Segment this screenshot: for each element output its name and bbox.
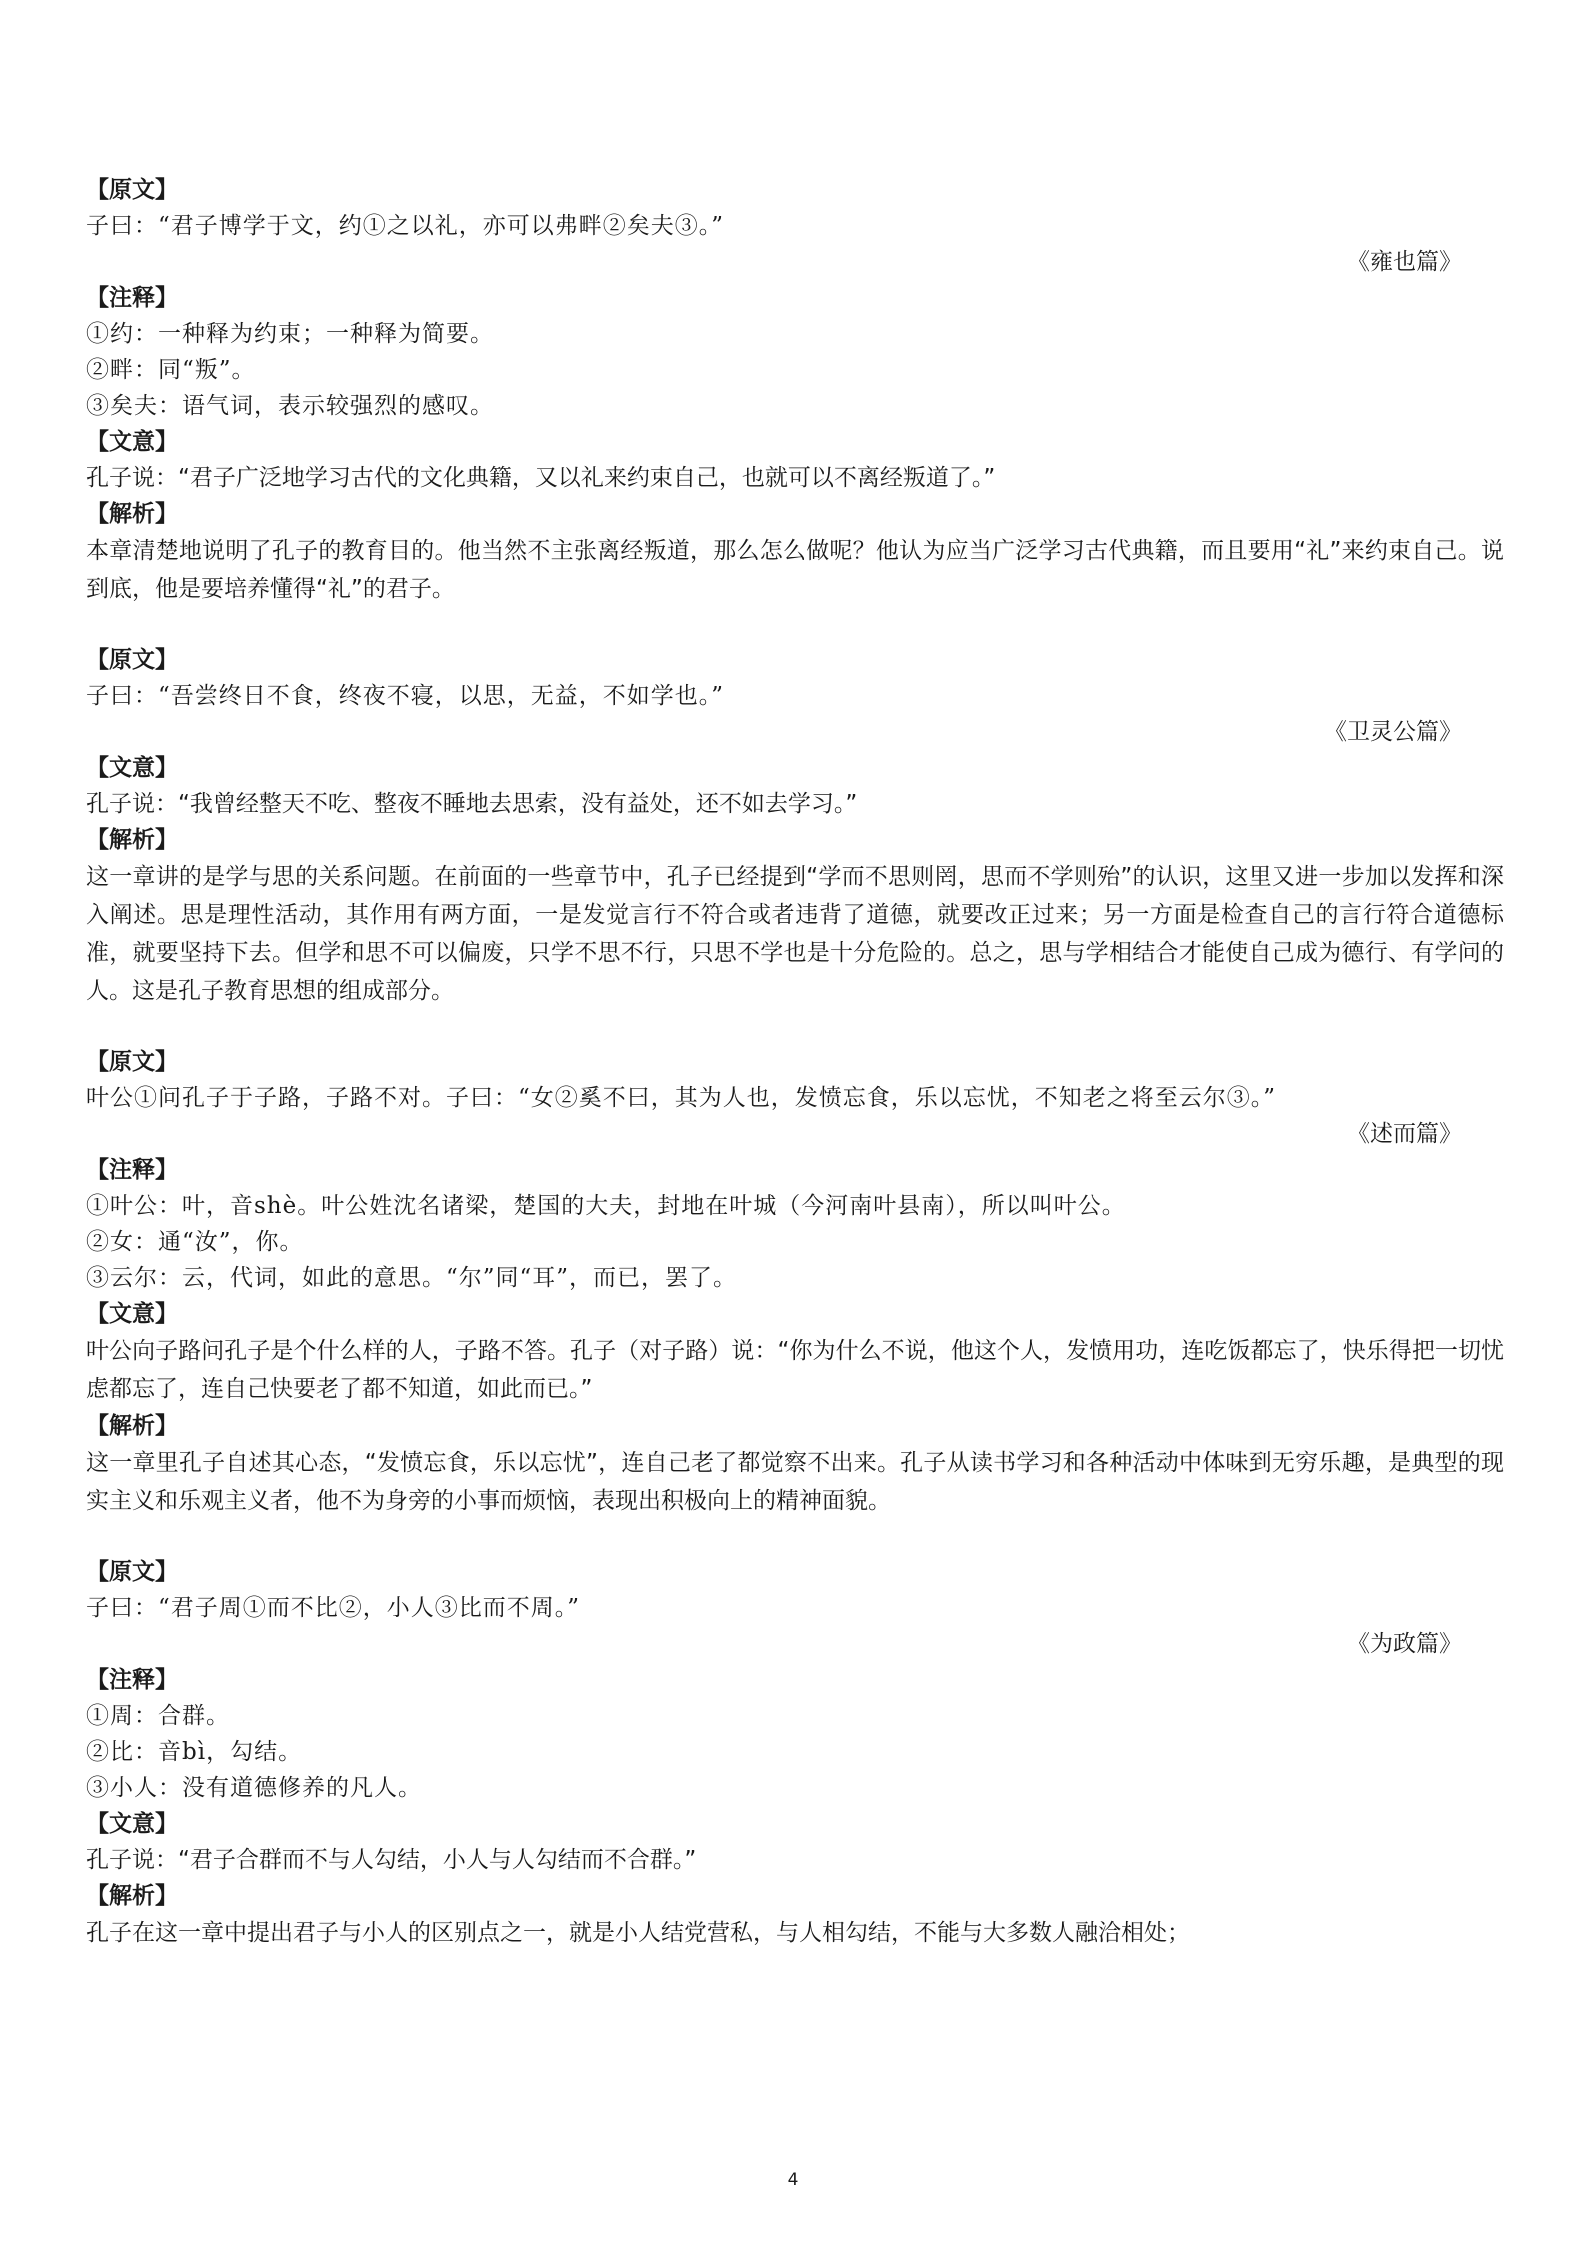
passage-yongye xyxy=(86,172,1504,608)
note-item: ①叶公：叶，音shè。叶公姓沈名诸梁，楚国的大夫，封地在叶城（今河南叶县南），所以叫叶公。 xyxy=(86,1193,1126,1219)
page-number: 4 xyxy=(787,2170,799,2190)
notes-heading: 【注释】 xyxy=(86,285,178,311)
source-chapter: 《述而篇》 xyxy=(1347,1121,1462,1147)
translation-text: 叶公向子路问孔子是个什么样的人，子路不答。孔子（对子路）说：“你为什么不说，他这个人，发愤用功，连吃饭都忘了，快乐得把一切忧虑都忘了，连自己快要老了都不知道，如此而已。” xyxy=(86,1338,1504,1402)
note-item: ②比：音bì，勾结。 xyxy=(86,1739,303,1765)
original-text: 子曰：“君子周①而不比②，小人③比而不周。” xyxy=(86,1595,581,1621)
analysis-text: 本章清楚地说明了孔子的教育目的。他当然不主张离经叛道，那么怎么做呢？他认为应当广泛学习古代典籍，而且要用“礼”来约束自己。说到底，他是要培养懂得“礼”的君子。 xyxy=(86,538,1504,602)
note-item: ②畔：同“叛”。 xyxy=(86,357,256,383)
notes-heading: 【注释】 xyxy=(86,1157,178,1183)
note-item: ③矣夫：语气词，表示较强烈的感叹。 xyxy=(86,393,494,419)
analysis-text: 孔子在这一章中提出君子与小人的区别点之一，就是小人结党营私，与人相勾结，不能与大多数人融洽相处； xyxy=(86,1920,1190,1946)
translation-text: 孔子说：“君子广泛地学习古代的文化典籍，又以礼来约束自己，也就可以不离经叛道了。” xyxy=(86,465,996,491)
translation-text: 孔子说：“君子合群而不与人勾结，小人与人勾结而不合群。” xyxy=(86,1847,697,1873)
note-item: ③云尔：云，代词，如此的意思。“尔”同“耳”，而已，罢了。 xyxy=(86,1265,738,1291)
translation-heading: 【文意】 xyxy=(86,1811,178,1837)
original-heading: 【原文】 xyxy=(86,1559,178,1585)
analysis-text: 这一章讲的是学与思的关系问题。在前面的一些章节中，孔子已经提到“学而不思则罔，思而不学则殆”的认识，这里又进一步加以发挥和深入阐述。思是理性活动，其作用有两方面，一是发觉言行不符合或者违背了道德，就要改正过来；另一方面是检查自己的言行符合道德标准，就要坚持下去。但学和思不可以偏废，只学不思不行，只思不学也是十分危险的。总之，思与学相结合才能使自己成为德行、有学问的人。这是孔子教育思想的组成部分。 xyxy=(86,864,1504,1004)
passage-weilinggong xyxy=(86,642,1504,1010)
analysis-heading: 【解析】 xyxy=(86,1413,178,1439)
original-heading: 【原文】 xyxy=(86,177,178,203)
translation-heading: 【文意】 xyxy=(86,1301,178,1327)
passage-weizheng xyxy=(86,1554,1504,1952)
analysis-heading: 【解析】 xyxy=(86,1883,178,1909)
translation-heading: 【文意】 xyxy=(86,755,178,781)
source-chapter: 《卫灵公篇》 xyxy=(1324,719,1462,745)
notes-heading: 【注释】 xyxy=(86,1667,178,1693)
original-text: 叶公①问孔子于子路，子路不对。子曰：“女②奚不曰，其为人也，发愤忘食，乐以忘忧，不知老之将至云尔③。” xyxy=(86,1085,1277,1111)
note-item: ①周：合群。 xyxy=(86,1703,230,1729)
analysis-text: 这一章里孔子自述其心态，“发愤忘食，乐以忘忧”，连自己老了都觉察不出来。孔子从读书学习和各种活动中体味到无穷乐趣，是典型的现实主义和乐观主义者，他不为身旁的小事而烦恼，表现出积极向上的精神面貌。 xyxy=(86,1450,1504,1514)
note-item: ③小人：没有道德修养的凡人。 xyxy=(86,1775,422,1801)
translation-heading: 【文意】 xyxy=(86,429,178,455)
original-heading: 【原文】 xyxy=(86,647,178,673)
passage-shuer xyxy=(86,1044,1504,1520)
original-text: 子曰：“君子博学于文，约①之以礼，亦可以弗畔②矣夫③。” xyxy=(86,213,725,239)
translation-text: 孔子说：“我曾经整天不吃、整夜不睡地去思索，没有益处，还不如去学习。” xyxy=(86,791,858,817)
note-item: ②女：通“汝”，你。 xyxy=(86,1229,304,1255)
original-heading: 【原文】 xyxy=(86,1049,178,1075)
analysis-heading: 【解析】 xyxy=(86,501,178,527)
source-chapter: 《为政篇》 xyxy=(1347,1631,1462,1657)
original-text: 子曰：“吾尝终日不食，终夜不寝，以思，无益，不如学也。” xyxy=(86,683,725,709)
source-chapter: 《雍也篇》 xyxy=(1347,249,1462,275)
analysis-heading: 【解析】 xyxy=(86,827,178,853)
note-item: ①约：一种释为约束；一种释为简要。 xyxy=(86,321,494,347)
